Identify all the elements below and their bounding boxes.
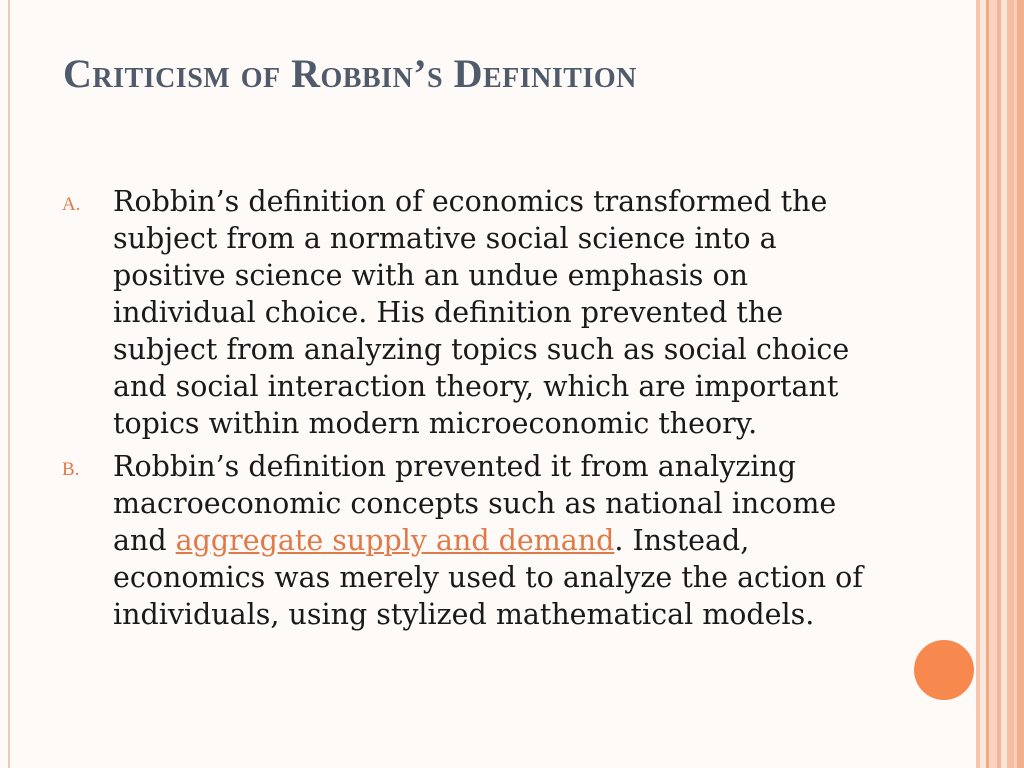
slide-title: Criticism of Robbin’s Definition [63, 51, 637, 96]
right-decorative-stripes [976, 0, 1024, 768]
criticism-list [62, 183, 882, 639]
list-item-text-after-link: . Instead, economics was merely used to analyze the action of individuals, using stylized mathematical models. [113, 524, 863, 631]
list-marker: A. [62, 194, 81, 215]
left-frame-line [8, 0, 10, 768]
stripe [989, 0, 997, 768]
orange-circle-icon [914, 640, 974, 700]
list-item-a [62, 183, 882, 442]
list-marker: B. [62, 459, 80, 480]
list-item-text-before-link: Robbin’s definition prevented it from analyzing macroeconomic concepts such as national income and [113, 450, 837, 557]
stripe [1017, 0, 1024, 768]
list-item-b [62, 448, 882, 633]
list-item-text: Robbin’s definition of economics transformed the subject from a normative social science into a positive science with an undue emphasis on individual choice. His definition prevented the subject from analyzing topics such as social choice and social interaction theory, which are important topics within modern microeconomic theory. [113, 185, 850, 440]
aggregate-supply-demand-link[interactable]: aggregate supply and demand [175, 524, 615, 557]
list-item-text [113, 448, 882, 633]
stripe [1007, 0, 1014, 768]
